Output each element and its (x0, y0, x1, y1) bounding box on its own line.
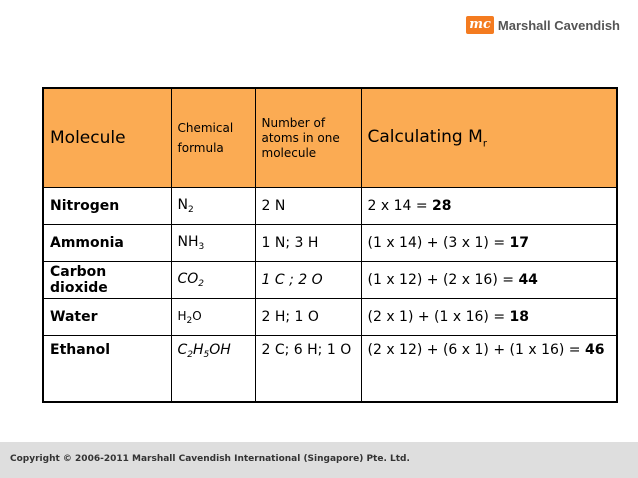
mr-result: 44 (518, 272, 538, 288)
chemical-formula: $N_2$ (171, 188, 255, 225)
table-row (43, 336, 617, 403)
table-row (43, 299, 617, 336)
mr-calculation: (2 x 1) + (1 x 16) = 18 (361, 299, 617, 336)
molecule-name: Water (43, 299, 171, 336)
mr-calculation: (1 x 14) + (3 x 1) = 17 (361, 225, 617, 262)
atom-count: 1 C ; 2 O (255, 262, 361, 299)
header-calc-sub: r (482, 138, 487, 150)
chemical-formula: $CO_2$ (171, 262, 255, 299)
molecule-name: Nitrogen (43, 188, 171, 225)
table-row (43, 262, 617, 299)
molecule-name: Carbon dioxide (43, 262, 171, 299)
footer-bar (0, 442, 638, 478)
chemical-formula: $H_2O$ (171, 299, 255, 336)
relative-molecular-mass-table (42, 87, 618, 403)
header-atoms-line2: atoms in one (261, 130, 340, 145)
header-number-of-atoms (255, 88, 361, 188)
molecule-name: Ethanol (43, 336, 171, 403)
mc-logo-icon: mc (466, 16, 494, 34)
mr-result: 18 (509, 309, 530, 325)
copyright-text: Copyright © 2006-2011 Marshall Cavendish International (Singapore) Pte. Ltd. (10, 454, 410, 464)
mr-result: 17 (509, 235, 530, 251)
brand-logo (466, 14, 620, 36)
brand-name: Marshall Cavendish (497, 17, 620, 33)
header-molecule: Molecule (43, 88, 171, 188)
header-chemical-formula (171, 88, 255, 188)
table-row (43, 225, 617, 262)
atom-count: 2 C; 6 H; 1 O (255, 336, 361, 403)
atom-count: 2 N (255, 188, 361, 225)
atom-count: 2 H; 1 O (255, 299, 361, 336)
chemical-formula: $C_2H_5OH$ (171, 336, 255, 403)
header-atoms-line3: molecule (261, 145, 317, 160)
header-calculating-mr (361, 88, 617, 188)
mr-result: 46 (584, 342, 605, 358)
mr-calculation: (1 x 12) + (2 x 16) = 44 (361, 262, 617, 299)
table-header-row (43, 88, 617, 188)
table-row (43, 188, 617, 225)
header-calc-main: Calculating M (367, 126, 483, 147)
mr-result: 28 (432, 198, 452, 214)
mr-calculation: (2 x 12) + (6 x 1) + (1 x 16) = 46 (367, 342, 605, 358)
header-chemical-line1: Chemical (177, 121, 234, 135)
header-chemical-line2: formula (177, 141, 224, 155)
mr-calculation: 2 x 14 = 28 (361, 188, 617, 225)
molecule-name: Ammonia (43, 225, 171, 262)
header-atoms-line1: Number of (261, 115, 326, 130)
chemical-formula: $NH_3$ (171, 225, 255, 262)
atom-count: 1 N; 3 H (255, 225, 361, 262)
